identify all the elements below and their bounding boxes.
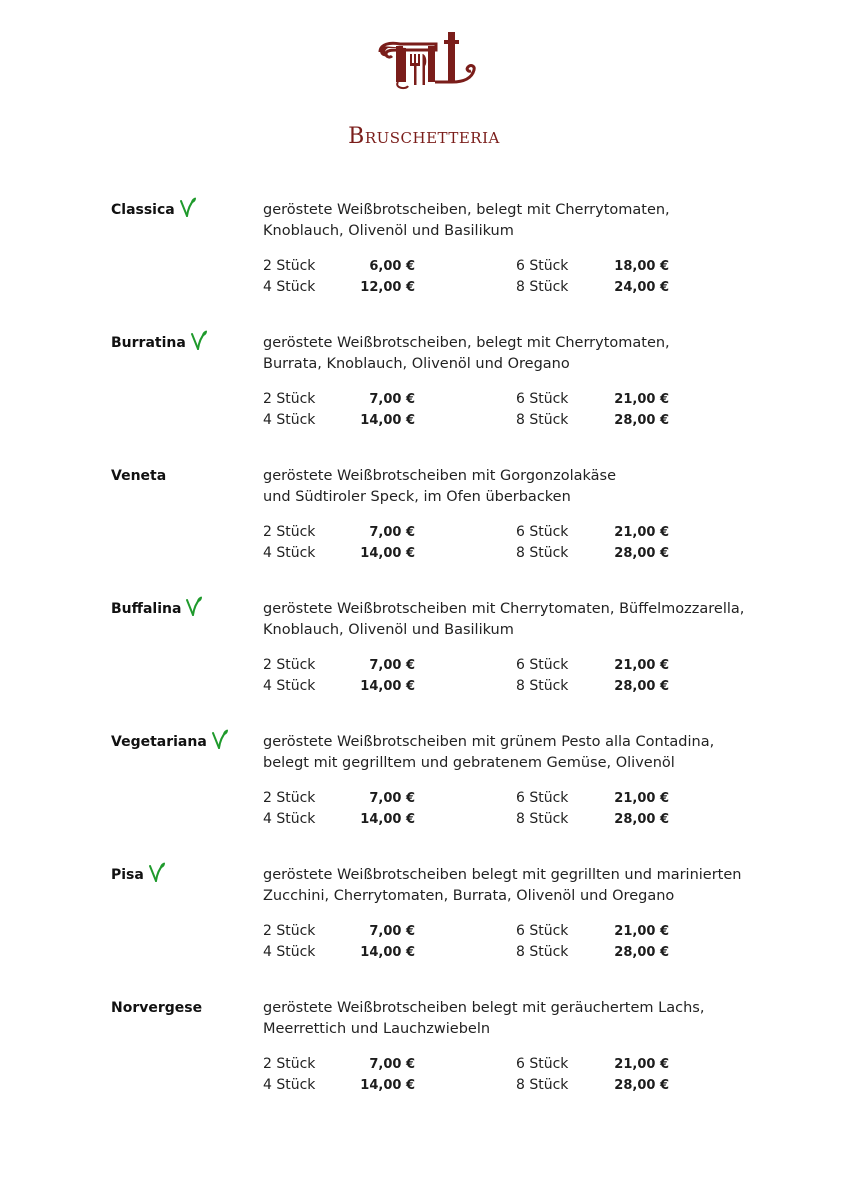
menu-item: [0, 333, 848, 453]
portion-price: 21,00 €: [614, 1057, 669, 1072]
portion-price: 21,00 €: [614, 924, 669, 939]
portion-price: 7,00 €: [369, 658, 415, 673]
description-line: Zucchini, Cherrytomaten, Burrata, Olivenöl und Oregano: [263, 888, 675, 904]
menu-item: [0, 998, 848, 1118]
description-line: geröstete Weißbrotscheiben, belegt mit Cherrytomaten,: [263, 335, 670, 351]
portion-price: 7,00 €: [369, 1057, 415, 1072]
portion-price: 28,00 €: [614, 679, 669, 694]
vegetarian-leaf-icon: [179, 197, 197, 217]
portion-price: 24,00 €: [614, 280, 669, 295]
description-line: geröstete Weißbrotscheiben mit Gorgonzolakäse: [263, 468, 617, 484]
portion-price: 12,00 €: [360, 280, 415, 295]
portion-quantity: 2 Stück: [263, 923, 316, 939]
description-line: geröstete Weißbrotscheiben belegt mit gegrillten und marinierten: [263, 867, 742, 883]
menu-item-name: [111, 333, 208, 353]
menu-item-name: [111, 732, 229, 752]
portion-quantity: 4 Stück: [263, 678, 316, 694]
description-line: geröstete Weißbrotscheiben mit grünem Pesto alla Contadina,: [263, 734, 715, 750]
portion-quantity: 6 Stück: [516, 524, 569, 540]
portion-price: 6,00 €: [369, 259, 415, 274]
description-line: und Südtiroler Speck, im Ofen überbacken: [263, 489, 571, 505]
portion-quantity: 8 Stück: [516, 412, 569, 428]
portion-quantity: 2 Stück: [263, 391, 316, 407]
portion-quantity: 6 Stück: [516, 923, 569, 939]
portion-price: 14,00 €: [360, 1078, 415, 1093]
description-line: Knoblauch, Olivenöl und Basilikum: [263, 223, 514, 239]
portion-quantity: 2 Stück: [263, 258, 316, 274]
description-line: Knoblauch, Olivenöl und Basilikum: [263, 622, 514, 638]
menu-item-name-text: Norvergese: [111, 1000, 203, 1016]
price-row: [0, 543, 848, 564]
portion-price: 28,00 €: [614, 945, 669, 960]
portion-quantity: 8 Stück: [516, 678, 569, 694]
price-row: [0, 256, 848, 277]
portion-price: 7,00 €: [369, 392, 415, 407]
price-row: [0, 389, 848, 410]
description-line: Burrata, Knoblauch, Olivenöl und Oregano: [263, 356, 570, 372]
menu-item-name: [111, 599, 203, 619]
restaurant-monogram-logo: [376, 30, 480, 94]
portion-quantity: 8 Stück: [516, 811, 569, 827]
menu-item-name: [111, 865, 166, 885]
portion-price: 28,00 €: [614, 1078, 669, 1093]
portion-quantity: 6 Stück: [516, 391, 569, 407]
menu-item-name: [111, 998, 202, 1018]
menu-item-name-text: Buffalina: [111, 601, 182, 617]
menu-item-description: [263, 200, 783, 242]
price-row: [0, 921, 848, 942]
portion-price: 14,00 €: [360, 679, 415, 694]
portion-price: 21,00 €: [614, 791, 669, 806]
portion-quantity: 2 Stück: [263, 1056, 316, 1072]
portion-quantity: 6 Stück: [516, 790, 569, 806]
price-row: [0, 655, 848, 676]
price-row: [0, 788, 848, 809]
portion-price: 28,00 €: [614, 413, 669, 428]
description-line: belegt mit gegrilltem und gebratenem Gemüse, Olivenöl: [263, 755, 675, 771]
menu-item-name-text: Burratina: [111, 335, 186, 351]
description-line: Meerrettich und Lauchzwiebeln: [263, 1021, 491, 1037]
portion-price: 28,00 €: [614, 546, 669, 561]
portion-quantity: 2 Stück: [263, 657, 316, 673]
price-row: [0, 809, 848, 830]
menu-item-description: [263, 333, 783, 375]
vegetarian-leaf-icon: [185, 596, 203, 616]
menu-item-description: [263, 599, 783, 641]
menu-item-name: [111, 200, 197, 220]
menu-item-name: [111, 466, 166, 486]
price-row: [0, 277, 848, 298]
portion-quantity: 2 Stück: [263, 524, 316, 540]
vegetarian-leaf-icon: [190, 330, 208, 350]
portion-quantity: 8 Stück: [516, 279, 569, 295]
menu-item: [0, 865, 848, 985]
section-title: Bruschetteria: [348, 124, 500, 149]
portion-quantity: 4 Stück: [263, 279, 316, 295]
portion-quantity: 6 Stück: [516, 657, 569, 673]
portion-price: 21,00 €: [614, 525, 669, 540]
portion-quantity: 4 Stück: [263, 811, 316, 827]
menu-item: [0, 732, 848, 852]
menu-item-name-text: Classica: [111, 202, 175, 218]
portion-quantity: 8 Stück: [516, 1077, 569, 1093]
portion-quantity: 4 Stück: [263, 545, 316, 561]
price-row: [0, 522, 848, 543]
portion-price: 14,00 €: [360, 413, 415, 428]
portion-price: 18,00 €: [614, 259, 669, 274]
menu-item-description: [263, 865, 783, 907]
portion-price: 7,00 €: [369, 791, 415, 806]
price-row: [0, 1054, 848, 1075]
description-line: geröstete Weißbrotscheiben belegt mit geräuchertem Lachs,: [263, 1000, 705, 1016]
portion-price: 14,00 €: [360, 945, 415, 960]
price-row: [0, 410, 848, 431]
menu-item: [0, 466, 848, 586]
menu-item: [0, 200, 848, 320]
menu-item: [0, 599, 848, 719]
portion-price: 21,00 €: [614, 658, 669, 673]
portion-price: 14,00 €: [360, 546, 415, 561]
description-line: geröstete Weißbrotscheiben, belegt mit Cherrytomaten,: [263, 202, 670, 218]
menu-item-name-text: Pisa: [111, 867, 144, 883]
price-row: [0, 676, 848, 697]
portion-quantity: 4 Stück: [263, 944, 316, 960]
portion-quantity: 2 Stück: [263, 790, 316, 806]
portion-price: 28,00 €: [614, 812, 669, 827]
menu-item-name-text: Veneta: [111, 468, 167, 484]
portion-quantity: 8 Stück: [516, 545, 569, 561]
monogram-icon: [376, 30, 480, 94]
menu-item-description: [263, 998, 783, 1040]
description-line: geröstete Weißbrotscheiben mit Cherrytomaten, Büffelmozzarella,: [263, 601, 745, 617]
menu-item-description: [263, 466, 783, 508]
portion-quantity: 6 Stück: [516, 1056, 569, 1072]
portion-quantity: 4 Stück: [263, 1077, 316, 1093]
price-row: [0, 942, 848, 963]
portion-quantity: 6 Stück: [516, 258, 569, 274]
menu-item-description: [263, 732, 783, 774]
vegetarian-leaf-icon: [148, 862, 166, 882]
menu-item-name-text: Vegetariana: [111, 734, 207, 750]
portion-price: 21,00 €: [614, 392, 669, 407]
portion-price: 7,00 €: [369, 924, 415, 939]
portion-price: 7,00 €: [369, 525, 415, 540]
vegetarian-leaf-icon: [211, 729, 229, 749]
price-row: [0, 1075, 848, 1096]
portion-quantity: 4 Stück: [263, 412, 316, 428]
portion-price: 14,00 €: [360, 812, 415, 827]
portion-quantity: 8 Stück: [516, 944, 569, 960]
